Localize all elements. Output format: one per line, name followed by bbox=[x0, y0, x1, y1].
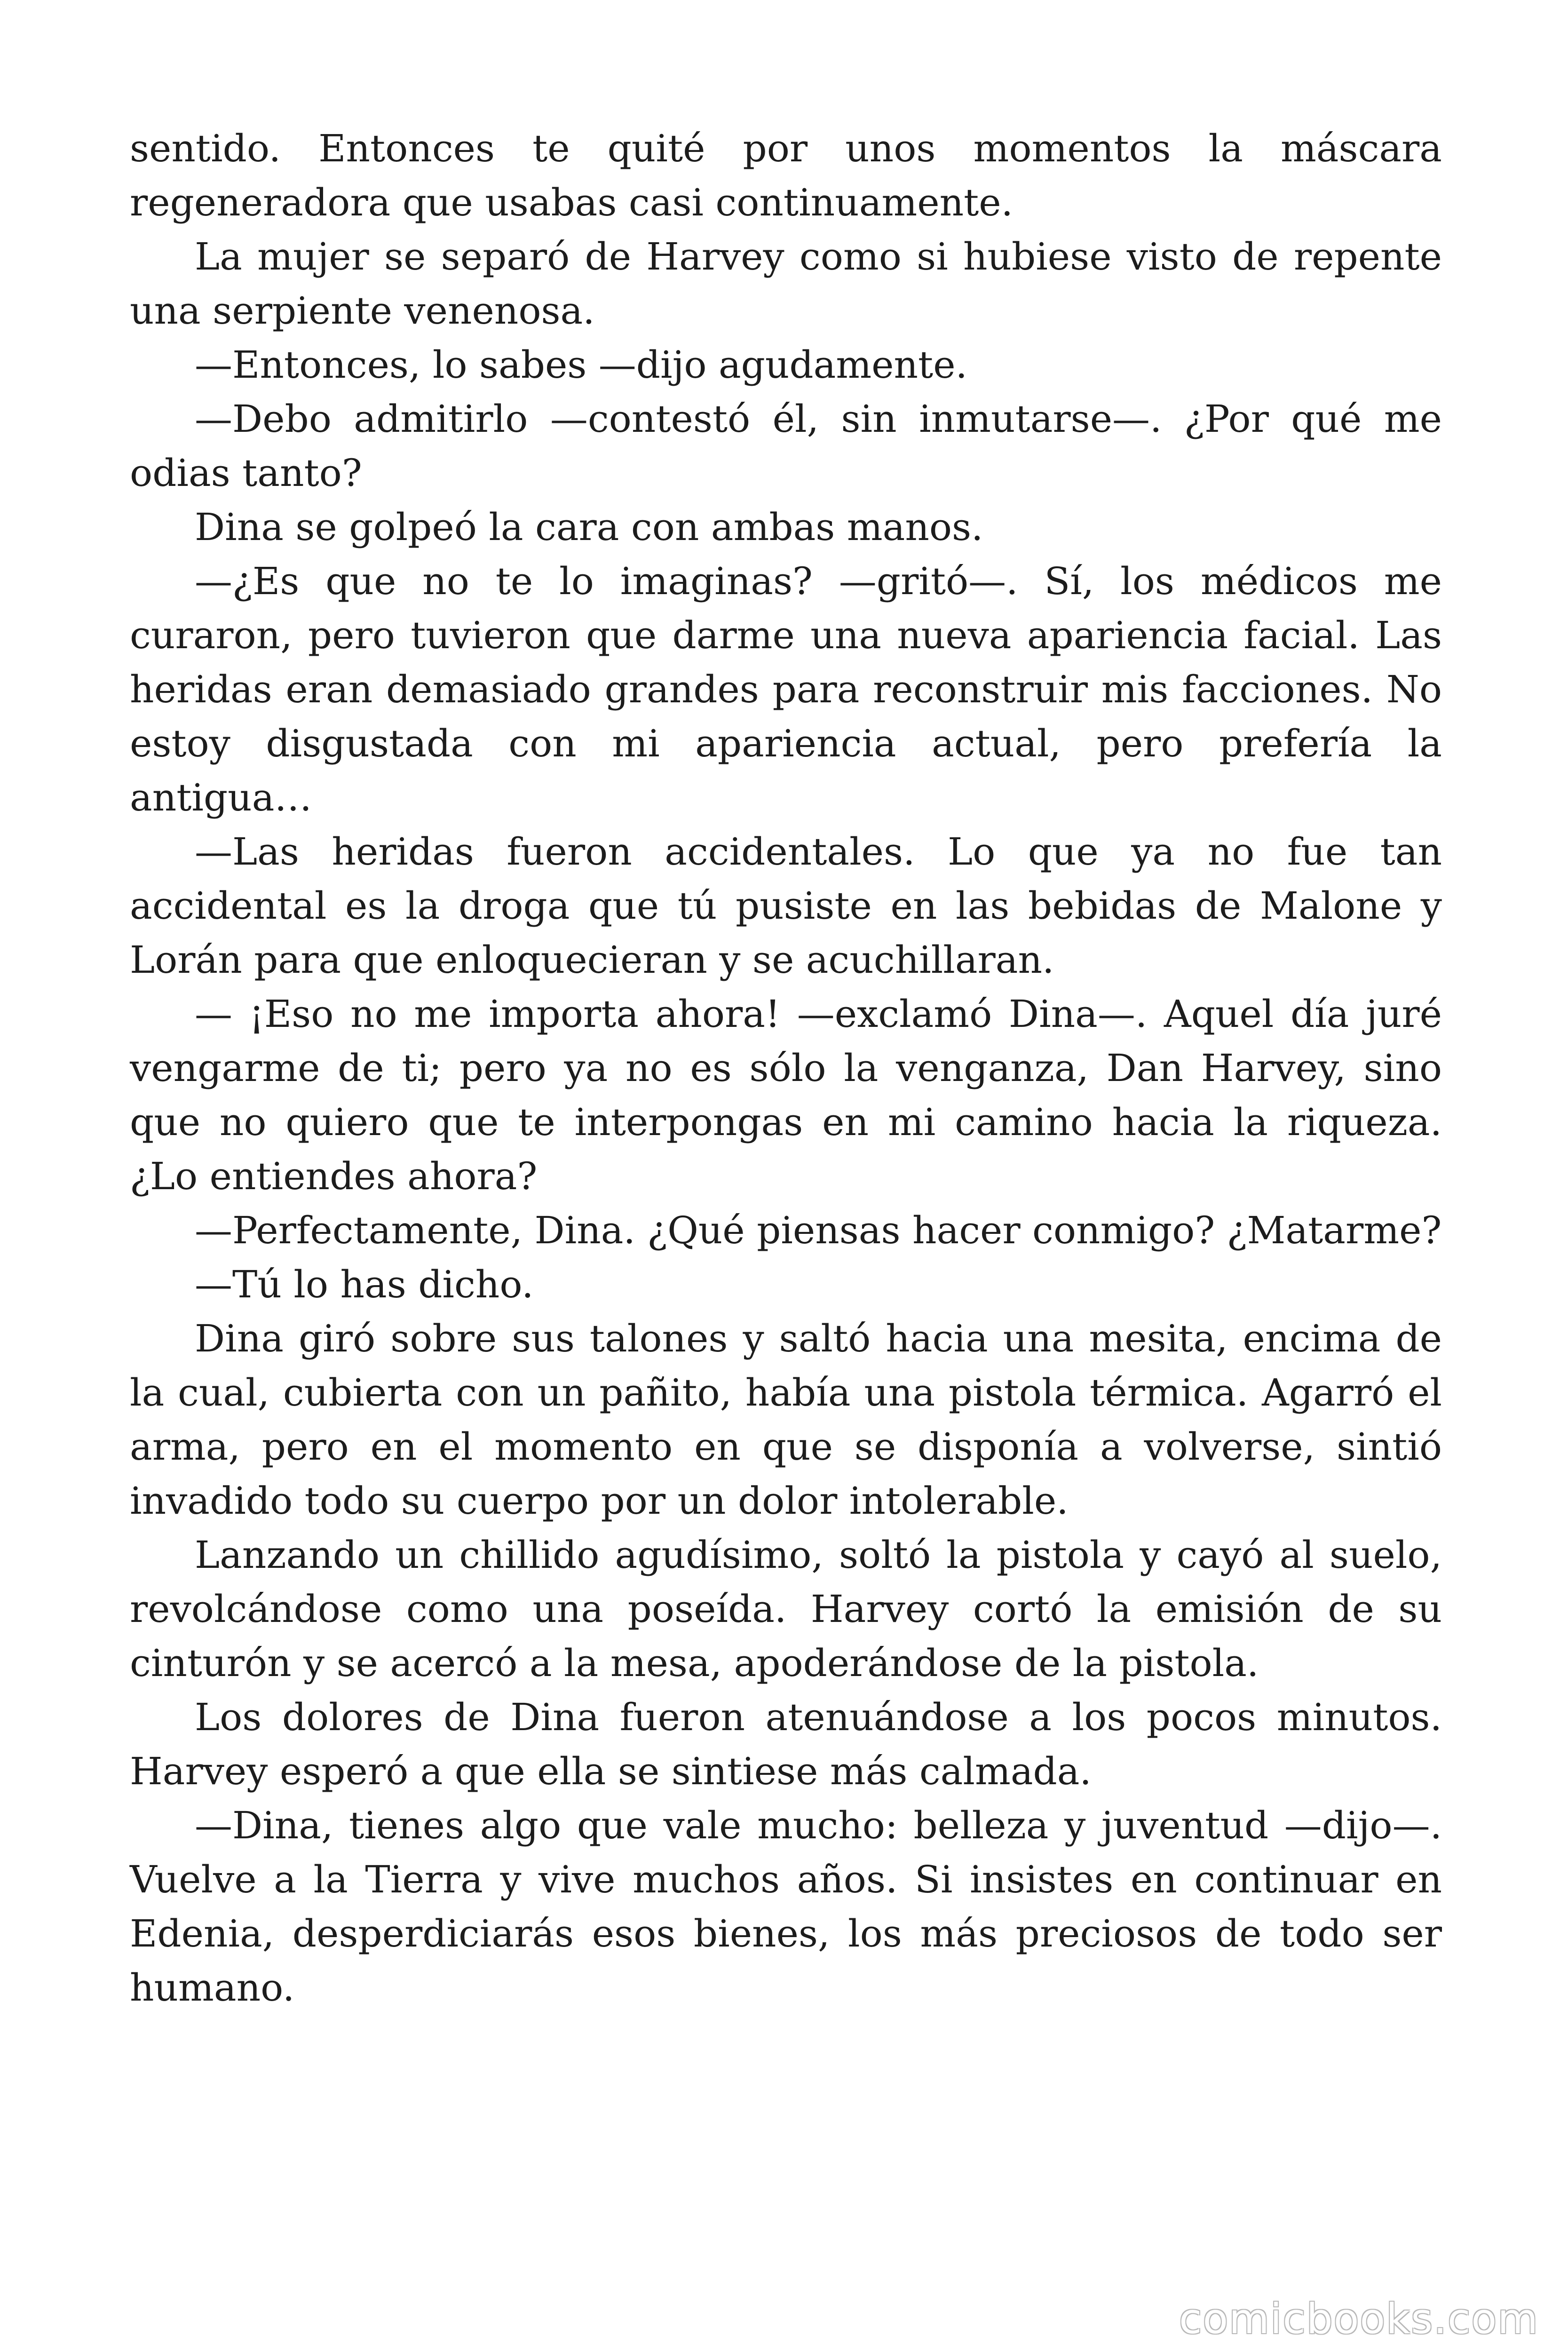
paragraph: Dina giró sobre sus talones y saltó hacia una mesita, encima de la cual, cubierta con un pañito, había una pistola térmica. Agarró el arma, pero en el momento en que se disponía a volverse, sintió invadido todo su cuerpo por un dolor intolerable. bbox=[130, 1317, 1442, 1523]
dialogue-paragraph: —Perfectamente, Dina. ¿Qué piensas hacer conmigo? ¿Matarme? bbox=[195, 1208, 1442, 1252]
dialogue-paragraph: — ¡Eso no me importa ahora! —exclamó Dina—. Aquel día juré vengarme de ti; pero ya no es sólo la venganza, Dan Harvey, sino que no quiero que te interpongas en mi camino hacia la riqueza. ¿Lo entiendes ahora? bbox=[130, 992, 1442, 1198]
paragraph: Lanzando un chillido agudísimo, soltó la pistola y cayó al suelo, revolcándose como una poseída. Harvey cortó la emisión de su cinturón y se acercó a la mesa, apoderándose de la pistola. bbox=[130, 1533, 1442, 1685]
dialogue-paragraph: —¿Es que no te lo imaginas? —gritó—. Sí, los médicos me curaron, pero tuvieron que darme una nueva apariencia facial. Las heridas eran demasiado grandes para reconstruir mis facciones. No estoy disgustada con mi apariencia actual, pero prefería la antigua… bbox=[130, 559, 1442, 819]
body-text bbox=[130, 121, 1442, 2015]
dialogue-paragraph: —Tú lo has dicho. bbox=[195, 1263, 534, 1306]
paragraph: Los dolores de Dina fueron atenuándose a los pocos minutos. Harvey esperó a que ella se sintiese más calmada. bbox=[130, 1695, 1442, 1793]
dialogue-paragraph: —Las heridas fueron accidentales. Lo que ya no fue tan accidental es la droga que tú pusiste en las bebidas de Malone y Lorán para que enloquecieran y se acuchillaran. bbox=[130, 830, 1442, 982]
paragraph-continuation: sentido. Entonces te quité por unos momentos la máscara regeneradora que usabas casi continuamente. bbox=[130, 127, 1442, 224]
dialogue-paragraph: —Entonces, lo sabes —dijo agudamente. bbox=[195, 343, 967, 387]
paragraph: La mujer se separó de Harvey como si hubiese visto de repente una serpiente venenosa. bbox=[130, 235, 1442, 333]
dialogue-paragraph: —Dina, tienes algo que vale mucho: belleza y juventud —dijo—. Vuelve a la Tierra y vive muchos años. Si insistes en continuar en Edenia, desperdiciarás esos bienes, los más preciosos de todo ser humano. bbox=[130, 1804, 1442, 2010]
dialogue-paragraph: —Debo admitirlo —contestó él, sin inmutarse—. ¿Por qué me odias tanto? bbox=[130, 397, 1442, 495]
paragraph: Dina se golpeó la cara con ambas manos. bbox=[195, 505, 983, 549]
watermark: comicbooks.com bbox=[1179, 2295, 1539, 2343]
